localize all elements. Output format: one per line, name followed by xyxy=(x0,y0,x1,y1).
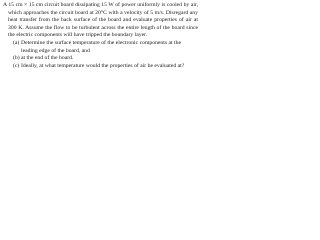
problem-statement xyxy=(3,2,198,70)
problem-intro: A 15 cm × 15 cm circuit board dissipating 15 W of power uniformly is cooled by air, which approaches the circuit board at 20°C with a velocity of 5 m/s. Disregard any heat transfer from the back surface of the board and evaluate properties of air at 300 K. Assume the flow to be turbulent across the entire length of the board since the electric components will have tripped the boundary layer. xyxy=(3,2,198,38)
part-a-marker: (a) xyxy=(13,40,20,46)
part-c-marker: (c) xyxy=(13,62,20,69)
part-c-text: Ideally, at what temperature would the properties of air be evaluated at? xyxy=(21,62,185,69)
part-a xyxy=(3,40,198,55)
part-a-text: Determine the surface temperature of the electronic components at the leading edge of the board, and xyxy=(21,40,181,54)
part-b-text: at the end of the board. xyxy=(21,55,74,61)
part-b xyxy=(3,55,198,63)
part-c xyxy=(3,63,198,71)
problem-parts xyxy=(3,40,198,70)
part-b-marker: (b) xyxy=(13,55,20,61)
